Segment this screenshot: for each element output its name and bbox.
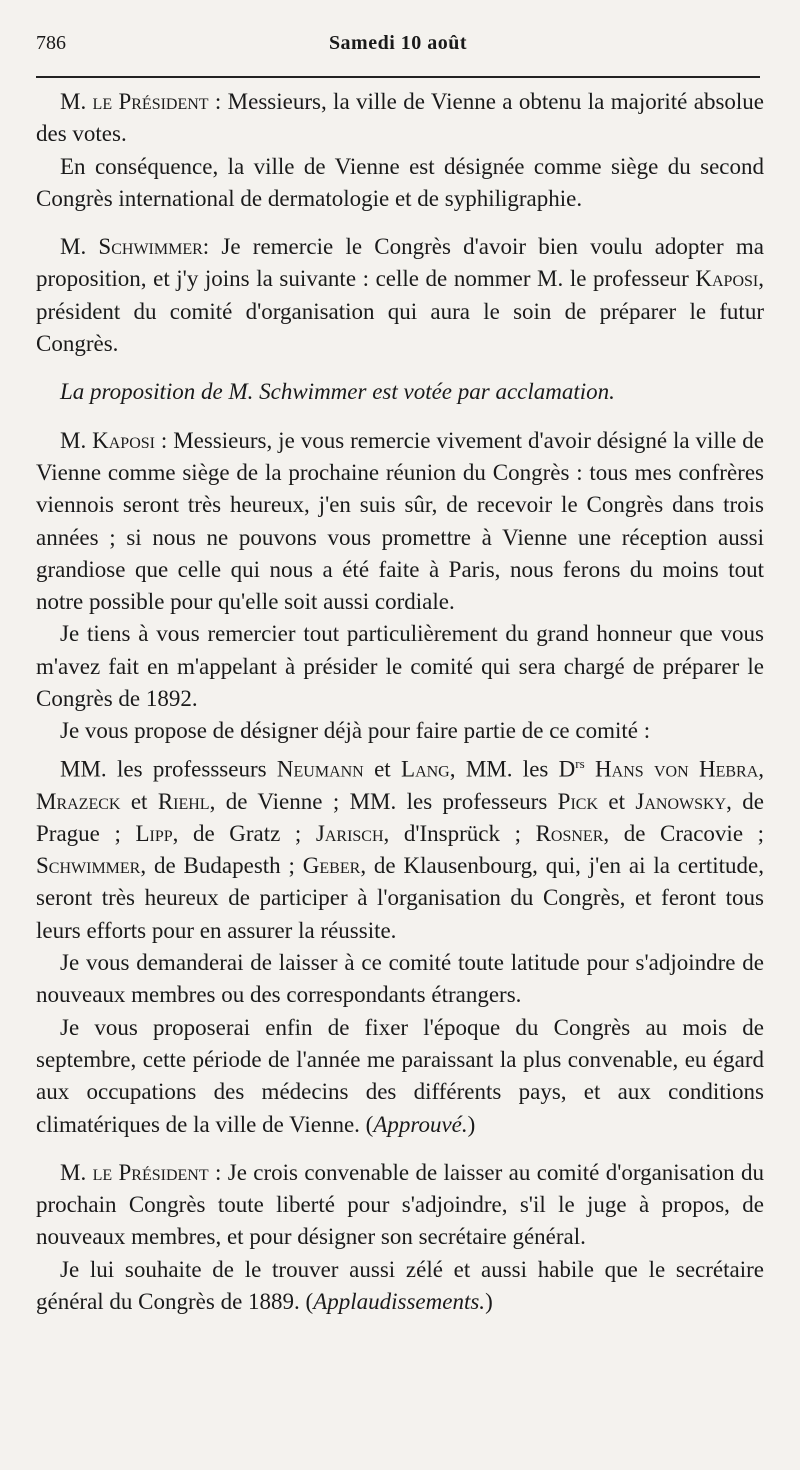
text-run: et: [598, 788, 636, 814]
paragraph-text: , président du comité d'organisation qui aura le soin de préparer le futur Congrès.: [36, 266, 764, 357]
person-name: Riehl: [157, 788, 210, 814]
text-run: , de Gratz ;: [172, 820, 316, 846]
page-header: [36, 30, 760, 64]
person-name: Schwimmer: [36, 853, 141, 879]
text-run: [585, 756, 595, 781]
text-run: , de Prague ;: [36, 788, 764, 846]
person-name: Janowsky: [635, 788, 727, 814]
reaction-note: Applaudissements.: [313, 1289, 486, 1315]
paragraph-kaposi-thanks: [36, 425, 764, 619]
person-name: Lang: [401, 756, 450, 782]
text-run: , de Budapesth ;: [140, 853, 303, 879]
paragraph-committee-intro: Je vous propose de désigner déjà pour faire partie de ce comité :: [60, 718, 651, 744]
paragraph-text: Je vous proposerai enfin de fixer l'époque du Congrès au mois de septembre, cette période de l'année me paraissant la plus convenable, eu égard aux occupations des médecins des différents pays, et aux conditions climatériques de la ville de Vienne. (: [36, 1014, 764, 1137]
speaker-name: M. le Président: [60, 89, 209, 114]
paragraph-text: : Je crois convenable de laisser au comité d'organisation du prochain Congrès toute liberté pour s'adjoindre, s'il le juge à propos, de nouveaux membres, et pour désigner son secrétaire général.: [36, 1159, 764, 1250]
speaker-name: M. Kaposi: [60, 427, 155, 453]
person-name: Neumann: [276, 756, 364, 782]
paragraph-president-liberty: [36, 1157, 764, 1254]
paragraph-vote-acclamation: La proposition de M. Schwimmer est votée par acclamation.: [60, 379, 615, 405]
text-run: ,: [758, 756, 765, 782]
text-run: , MM. les D: [449, 756, 576, 782]
header-rule: [36, 76, 760, 78]
text-run: ): [485, 1289, 493, 1315]
person-name: Lipp: [135, 820, 173, 846]
person-name: Hans von Hebra: [595, 756, 759, 782]
paragraph-president-majority: [36, 86, 764, 151]
text-body: [36, 86, 764, 1318]
text-run: , de Vienne ; MM. les professeurs: [209, 788, 558, 814]
paragraph-text: Je lui souhaite de le trouver aussi zélé et aussi habile que le secrétaire général du Congrès de 1889. (: [36, 1256, 764, 1315]
text-run: et: [120, 788, 158, 814]
speaker-name: M. Schwimmer: [60, 234, 203, 260]
superscript: rs: [575, 755, 585, 771]
paragraph-september: [36, 1012, 764, 1141]
paragraph-schwimmer: [36, 231, 764, 360]
person-name: Geber: [302, 853, 361, 879]
paragraph-wish: [36, 1254, 764, 1319]
paragraph-text: : Je remercie le Congrès d'avoir bien voulu adopter ma proposition, et j'y joins la suivante : celle de nommer M. le professeur: [36, 234, 765, 292]
text-run: MM. les professseurs: [60, 756, 277, 782]
paragraph-honor: Je tiens à vous remercier tout particulièrement du grand honneur que vous m'avez fait en m'appelant à présider le comité qui sera chargé de préparer le Congrès de 1892.: [36, 621, 764, 712]
person-name: Jarisch: [315, 820, 384, 846]
paragraph-consequence: En conséquence, la ville de Vienne est désignée comme siège du second Congrès international de dermatologie et de syphiligraphie.: [36, 153, 764, 211]
person-name: Rosner: [535, 820, 604, 846]
running-head: Samedi 10 août: [328, 32, 468, 54]
text-run: et: [363, 756, 402, 782]
text-run: , de Klausenbourg, qui, j'en ai la certitude, seront très heureux de participer à l'organisation du Congrès, et feront tous leurs efforts pour en assurer la réussite.: [36, 853, 765, 943]
speaker-name: M. le Président: [60, 1159, 209, 1185]
paragraph-latitude: Je vous demanderai de laisser à ce comité toute latitude pour s'adjoindre de nouveaux membres ou des correspondants étrangers.: [36, 950, 764, 1008]
person-name: Mrazeck: [36, 788, 121, 814]
reaction-note: Approuvé.: [373, 1111, 468, 1137]
text-run: , de Cracovie ;: [603, 820, 764, 846]
paragraph-text: : Messieurs, la ville de Vienne a obtenu la majorité absolue des votes.: [36, 89, 764, 147]
text-run: ): [467, 1111, 476, 1137]
paragraph-text: : Messieurs, je vous remercie vivement d'avoir désigné la ville de Vienne comme siège de la prochaine réunion du Congrès : tous mes confrères viennois seront très heureux, j'en suis sûr, de recevoir le Congrès dans trois années ; si nous ne pouvons vous promettre à Vienne une réception aussi grandiose que celle qui nous a été faite à Paris, nous ferons du moins tout notre possible pour qu'elle soit aussi cordiale.: [36, 427, 765, 615]
person-name: Kaposi: [695, 266, 759, 292]
person-name: Pick: [557, 788, 599, 814]
page-number: 786: [36, 32, 66, 54]
text-run: , d'Insprück ;: [383, 820, 536, 846]
paragraph-committee-members: [36, 748, 764, 947]
